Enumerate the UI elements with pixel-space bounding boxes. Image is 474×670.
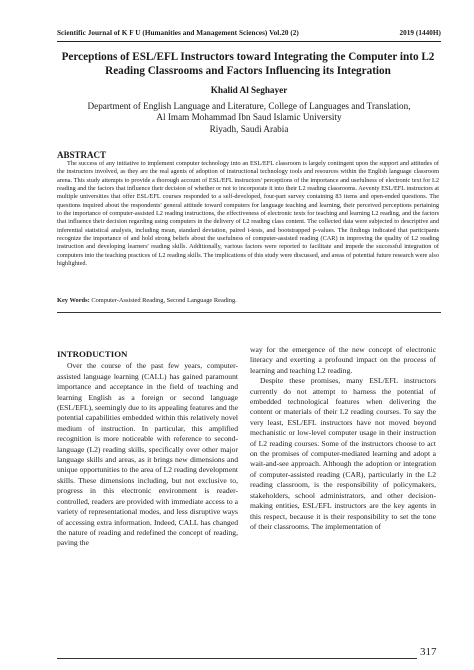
introduction-paragraph-continued: way for the emergence of the new concept of electronic literacy and exerting a profound impact on the process of learning and teaching L2 reading. — [250, 345, 436, 375]
affiliation-location: Riyadh, Saudi Arabia — [209, 123, 289, 134]
left-column — [57, 349, 238, 549]
journal-name: Scientific Journal of K F U (Humanities and Management Sciences) Vol.20 (2) — [57, 29, 299, 37]
right-column — [250, 345, 436, 532]
publication-year: 2019 (1440H) — [399, 29, 441, 37]
footer-divider — [57, 658, 417, 659]
affiliation-department: Department of English Language and Literature, College of Languages and Translation, — [87, 101, 411, 111]
keywords-text: Computer-Assisted Reading, Second Language Reading. — [89, 297, 237, 304]
author-name: Khalid Al Seghayer — [210, 85, 288, 95]
keywords-label: Key Words: — [57, 297, 90, 304]
abstract-heading: ABSTRACT — [57, 150, 107, 160]
keywords — [57, 297, 439, 305]
introduction-paragraph-2: Despite these promises, many ESL/EFL instructors currently do not attempt to harness the potential of embedded technological features when delivering the content or materials of their L2 reading courses. To say the very least, ESL/EFL instructors have not moved beyond mechanistic or low-level computer usage in their instruction of L2 reading courses. Some of the instructors choose to act on the promises of computer-mediated learning and adopt a wait-and-see approach. Although the adoption or integration of computer-assisted reading (CAR), particularly in the L2 reading classroom, is the responsibility of policymakers, stakeholders, school administrators, and other decision-making entities, ESL/EFL instructors are the key agents in this respect, because it is their responsibility to set the tone of their classrooms. The implementation of — [250, 376, 436, 531]
abstract-text: The success of any initiative to implement computer technology into an ESL/EFL classroom is largely contingent upon the support and attitudes of the instructors involved, as they are the real agents of adoption of instructional technology tools and resources within the English language classroom arena. This study attempts to provide a thorough account of ESL/EFL instructors' perceptions of the importance and usefulness of electronic text for L2 reading and the factors that influence their decision of whether or not to incorporate it into their L2 reading classrooms. Aeventy ESL/EFL instructors at multiple universities that offer ESL/EFL courses responded to a self-developed, four-part survey containing 83 items and open-ended questions. The questions inquired about the respondents' general attitude toward computers for language teaching and learning, their perceived perceptions pertaining to the importance of computer-assisted L2 reading instructions, the effectiveness of electronic texts for teaching and learning L2 reading, and the factors that influence their decision regarding using computers in the delivery of L2 reading class content. The collected data were subjected to descriptive and inferential statistical analysis, including mean, standard deviation, paired t-tests, and bootstrapped p-values. The findings indicated that participants recognize the importance of and hold strong beliefs about the usefulness of computer-assisted reading (CAR) in improving the quality of L2 reading instruction and developing learners' reading skills. Additionally, various factors were reported to facilitate and impede the successful integration of computers into the teaching practices of L2 reading skills. The implications of this study were discussed, and areas of potential future research were also highlighted. — [57, 160, 439, 268]
keywords-divider — [57, 312, 441, 313]
page-number: 317 — [420, 646, 437, 658]
paper-title: Perceptions of ESL/EFL Instructors toward Integrating the Computer into L2 Reading Classrooms and Factors Influencing its Integration — [61, 51, 435, 77]
header-divider — [57, 41, 441, 42]
introduction-paragraph-1: Over the course of the past few years, computer-assisted language learning (CALL) has gained paramount importance and acceptance in the field of teaching and learning English as a foreign or second language (ESL/EFL), seemingly due to its appealing features and the potential capabilities embedded within this relatively novel medium of instruction. In particular, this amplified recognition is more noticeable with reference to second-language (L2) reading skills, specifically over other major language skills and areas, as it brings new dimensions and unique opportunities to the area of L2 reading development skills. These dimensions including, but not exclusive to, progress in this electronic environment is reader- controlled, readers are provided with immediate access to a variety of representational modes, and less disruptive ways of accessing extra information. Indeed, CALL has changed the nature of reading and redefined the concept of reading, paving the — [57, 361, 238, 548]
running-header — [57, 29, 441, 37]
affiliation-university: Al Imam Mohammad Ibn Saud Islamic University — [156, 112, 342, 123]
introduction-heading: INTRODUCTION — [57, 349, 128, 359]
author-affiliation — [57, 101, 441, 135]
